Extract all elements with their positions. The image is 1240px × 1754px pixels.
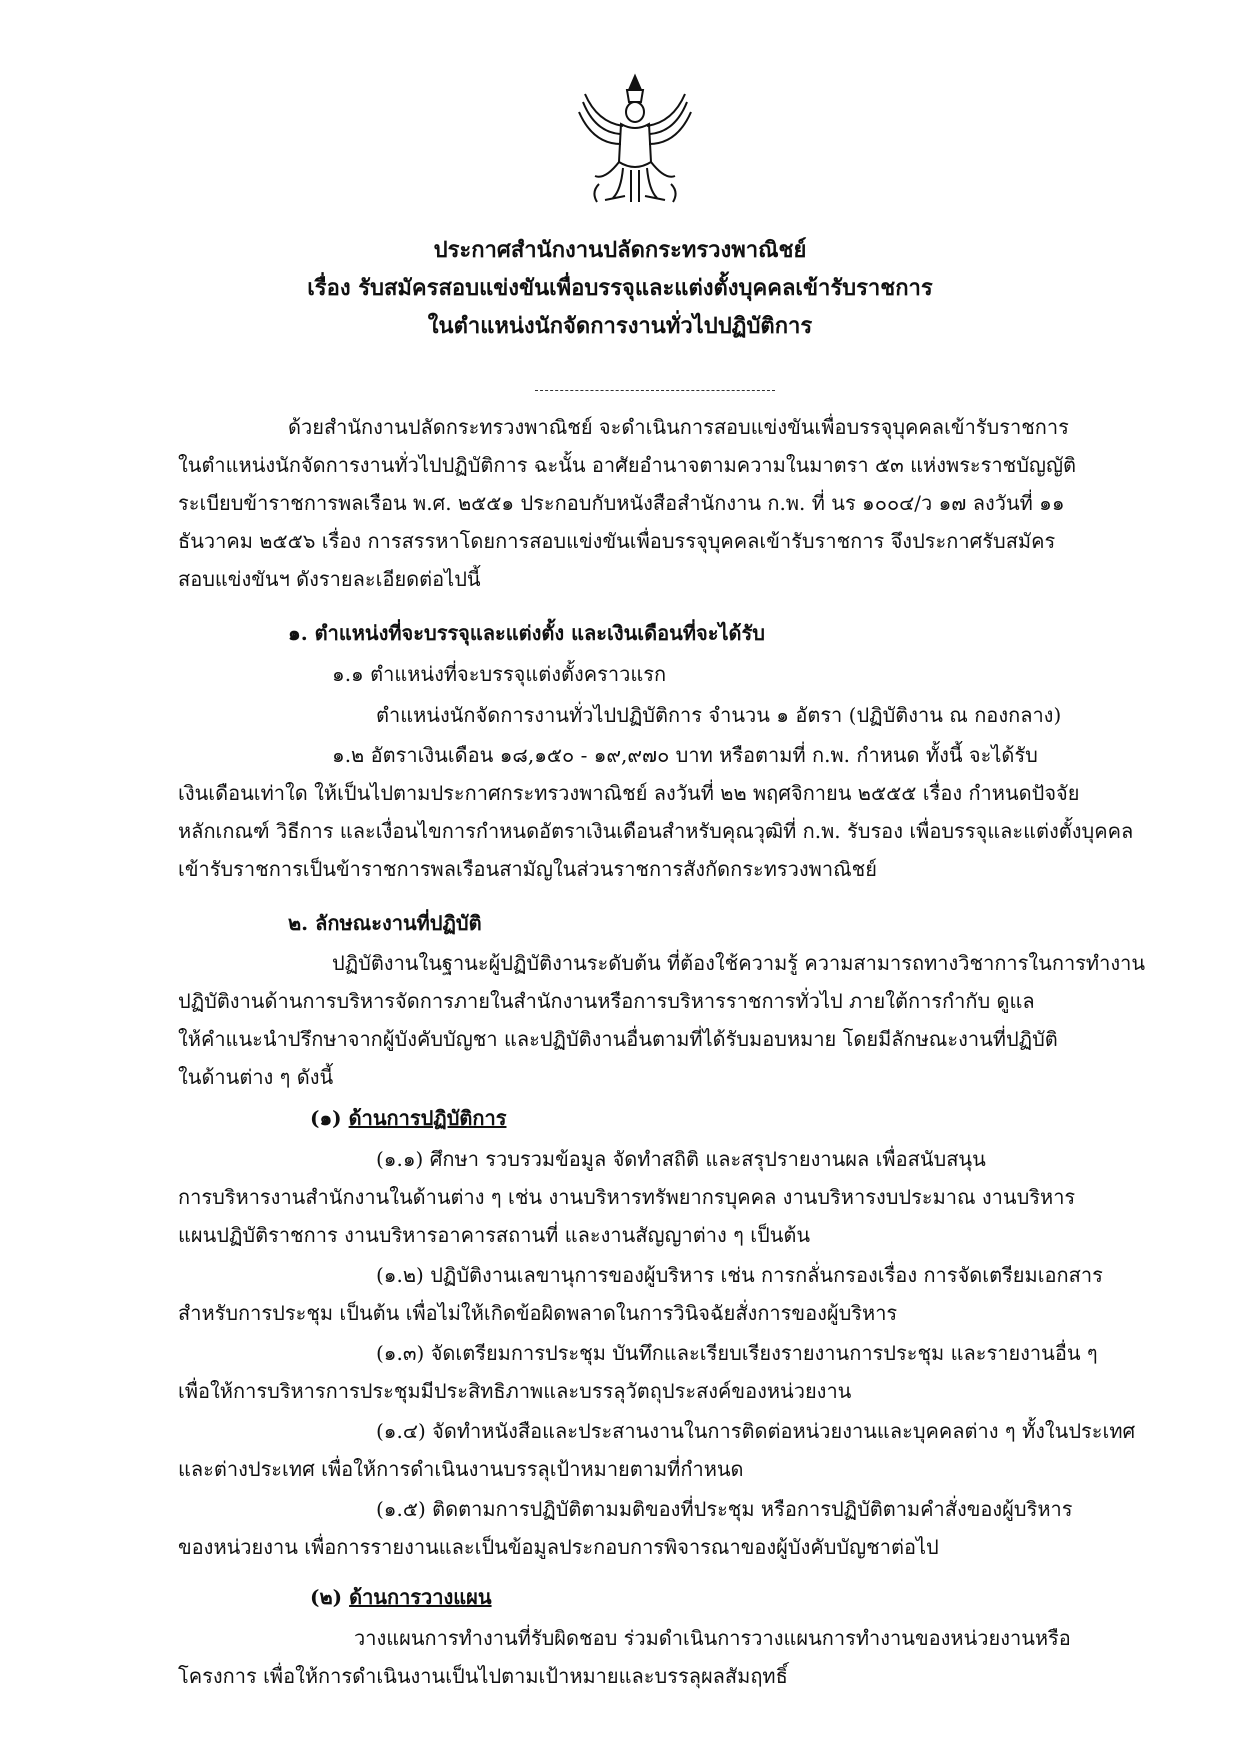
title-divider	[535, 390, 775, 391]
part2-paragraph	[178, 1619, 1128, 1695]
section2-intro	[178, 944, 1146, 1096]
part1-heading	[310, 1099, 1240, 1137]
section1-sub2	[178, 736, 1134, 888]
section2-intro-line: ปฏิบัติงานในฐานะผู้ปฏิบัติงานระดับต้น ที่ต้องใช้ความรู้ ความสามารถทางวิชาการในการทำงาน	[332, 951, 1146, 975]
section1-sub1: ๑.๑ ตำแหน่งที่จะบรรจุแต่งตั้งคราวแรก	[332, 662, 667, 686]
part1-number: (๑)	[310, 1106, 342, 1130]
sub2-line: หลักเกณฑ์ วิธีการ และเงื่อนไขการกำหนดอัตราเงินเดือนสำหรับคุณวุฒิที่ ก.พ. รับรอง เพื่อบรรจุและแต่งตั้งบุคคล	[178, 819, 1134, 843]
part2-heading	[310, 1578, 1240, 1616]
item-line: การบริหารงานสำนักงานในด้านต่าง ๆ เช่น งานบริหารทรัพยากรบุคคล งานบริหารงบประมาณ งานบริหาร	[178, 1185, 1076, 1209]
item-line: และต่างประเทศ เพื่อให้การดำเนินงานบรรลุเป้าหมายตามที่กำหนด	[178, 1457, 744, 1481]
part1-title: ด้านการปฏิบัติการ	[348, 1106, 507, 1130]
item-line: (๑.๕) ติดตามการปฏิบัติตามมติของที่ประชุม หรือการปฏิบัติตามคำสั่งของผู้บริหาร	[376, 1497, 1073, 1521]
announcement-position: ในตำแหน่งนักจัดการงานทั่วไปปฏิบัติการ	[427, 313, 813, 339]
announcement-subject: เรื่อง รับสมัครสอบแข่งขันเพื่อบรรจุและแต่งตั้งบุคคลเข้ารับราชการ	[307, 275, 933, 301]
sub2-line: เงินเดือนเท่าใด ให้เป็นไปตามประกาศกระทรวงพาณิชย์ ลงวันที่ ๒๒ พฤศจิกายน ๒๕๕๕ เรื่อง กำหนดปัจจัย	[178, 781, 1080, 805]
garuda-emblem-icon	[575, 72, 695, 212]
part1-item	[178, 1490, 1128, 1566]
part1-item	[178, 1256, 1128, 1332]
part2-number: (๒)	[310, 1585, 343, 1609]
item-line: ของหน่วยงาน เพื่อการรายงานและเป็นข้อมูลประกอบการพิจารณาของผู้บังคับบัญชาต่อไป	[178, 1535, 939, 1559]
item-line: (๑.๓) จัดเตรียมการประชุม บันทึกและเรียบเรียงรายงานการประชุม และรายงานอื่น ๆ	[376, 1341, 1098, 1365]
item-line: แผนปฏิบัติราชการ งานบริหารอาคารสถานที่ และงานสัญญาต่าง ๆ เป็นต้น	[178, 1223, 811, 1247]
section2-heading: ๒. ลักษณะงานที่ปฏิบัติ	[288, 911, 482, 935]
intro-paragraph	[178, 408, 1128, 598]
section1-sub1-detail: ตำแหน่งนักจัดการงานทั่วไปปฏิบัติการ จำนวน ๑ อัตรา (ปฏิบัติงาน ณ กองกลาง)	[376, 703, 1062, 727]
part1-item	[178, 1412, 1136, 1488]
intro-line: ธันวาคม ๒๕๕๖ เรื่อง การสรรหาโดยการสอบแข่งขันเพื่อบรรจุบุคคลเข้ารับราชการ จึงประกาศรับสมัคร	[178, 529, 1056, 553]
intro-line: ด้วยสำนักงานปลัดกระทรวงพาณิชย์ จะดำเนินการสอบแข่งขันเพื่อบรรจุบุคคลเข้ารับราชการ	[288, 415, 1069, 439]
part1-item	[178, 1334, 1128, 1410]
section2-intro-line: ในด้านต่าง ๆ ดังนี้	[178, 1065, 334, 1089]
item-line: (๑.๒) ปฏิบัติงานเลขานุการของผู้บริหาร เช่น การกลั่นกรองเรื่อง การจัดเตรียมเอกสาร	[376, 1263, 1103, 1287]
sub2-line: เข้ารับราชการเป็นข้าราชการพลเรือนสามัญในส่วนราชการสังกัดกระทรวงพาณิชย์	[178, 857, 877, 881]
announcement-title: ประกาศสำนักงานปลัดกระทรวงพาณิชย์	[433, 237, 807, 263]
section2-intro-line: ให้คำแนะนำปรึกษาจากผู้บังคับบัญชา และปฏิบัติงานอื่นตามที่ได้รับมอบหมาย โดยมีลักษณะงานที่ปฏิบัติ	[178, 1027, 1058, 1051]
item-line: เพื่อให้การบริหารการประชุมมีประสิทธิภาพและบรรลุวัตถุประสงค์ของหน่วยงาน	[178, 1379, 852, 1403]
sub2-line: ๑.๒ อัตราเงินเดือน ๑๘,๑๕๐ - ๑๙,๙๗๐ บาท หรือตามที่ ก.พ. กำหนด ทั้งนี้ จะได้รับ	[332, 743, 1038, 767]
item-line: (๑.๑) ศึกษา รวบรวมข้อมูล จัดทำสถิติ และสรุปรายงานผล เพื่อสนับสนุน	[376, 1147, 986, 1171]
part1-item	[178, 1140, 1128, 1254]
section1-heading: ๑. ตำแหน่งที่จะบรรจุและแต่งตั้ง และเงินเดือนที่จะได้รับ	[288, 621, 765, 645]
part2-title: ด้านการวางแผน	[349, 1585, 492, 1609]
part2-line: วางแผนการทำงานที่รับผิดชอบ ร่วมดำเนินการวางแผนการทำงานของหน่วยงานหรือ	[354, 1626, 1071, 1650]
intro-line: สอบแข่งขันฯ ดังรายละเอียดต่อไปนี้	[178, 567, 481, 591]
part2-line: โครงการ เพื่อให้การดำเนินงานเป็นไปตามเป้าหมายและบรรลุผลสัมฤทธิ์	[178, 1664, 788, 1688]
intro-line: ในตำแหน่งนักจัดการงานทั่วไปปฏิบัติการ ฉะนั้น อาศัยอำนาจตามความในมาตรา ๕๓ แห่งพระราชบัญญัติ	[178, 453, 1076, 477]
intro-line: ระเบียบข้าราชการพลเรือน พ.ศ. ๒๕๕๑ ประกอบกับหนังสือสำนักงาน ก.พ. ที่ นร ๑๐๐๔/ว ๑๗ ลงวันที่ ๑๑	[178, 491, 1065, 515]
item-line: สำหรับการประชุม เป็นต้น เพื่อไม่ให้เกิดข้อผิดพลาดในการวินิจฉัยสั่งการของผู้บริหาร	[178, 1301, 898, 1325]
item-line: (๑.๔) จัดทำหนังสือและประสานงานในการติดต่อหน่วยงานและบุคคลต่าง ๆ ทั้งในประเทศ	[376, 1419, 1136, 1443]
section2-intro-line: ปฏิบัติงานด้านการบริหารจัดการภายในสำนักงานหรือการบริหารราชการทั่วไป ภายใต้การกำกับ ดูแล	[178, 989, 1035, 1013]
